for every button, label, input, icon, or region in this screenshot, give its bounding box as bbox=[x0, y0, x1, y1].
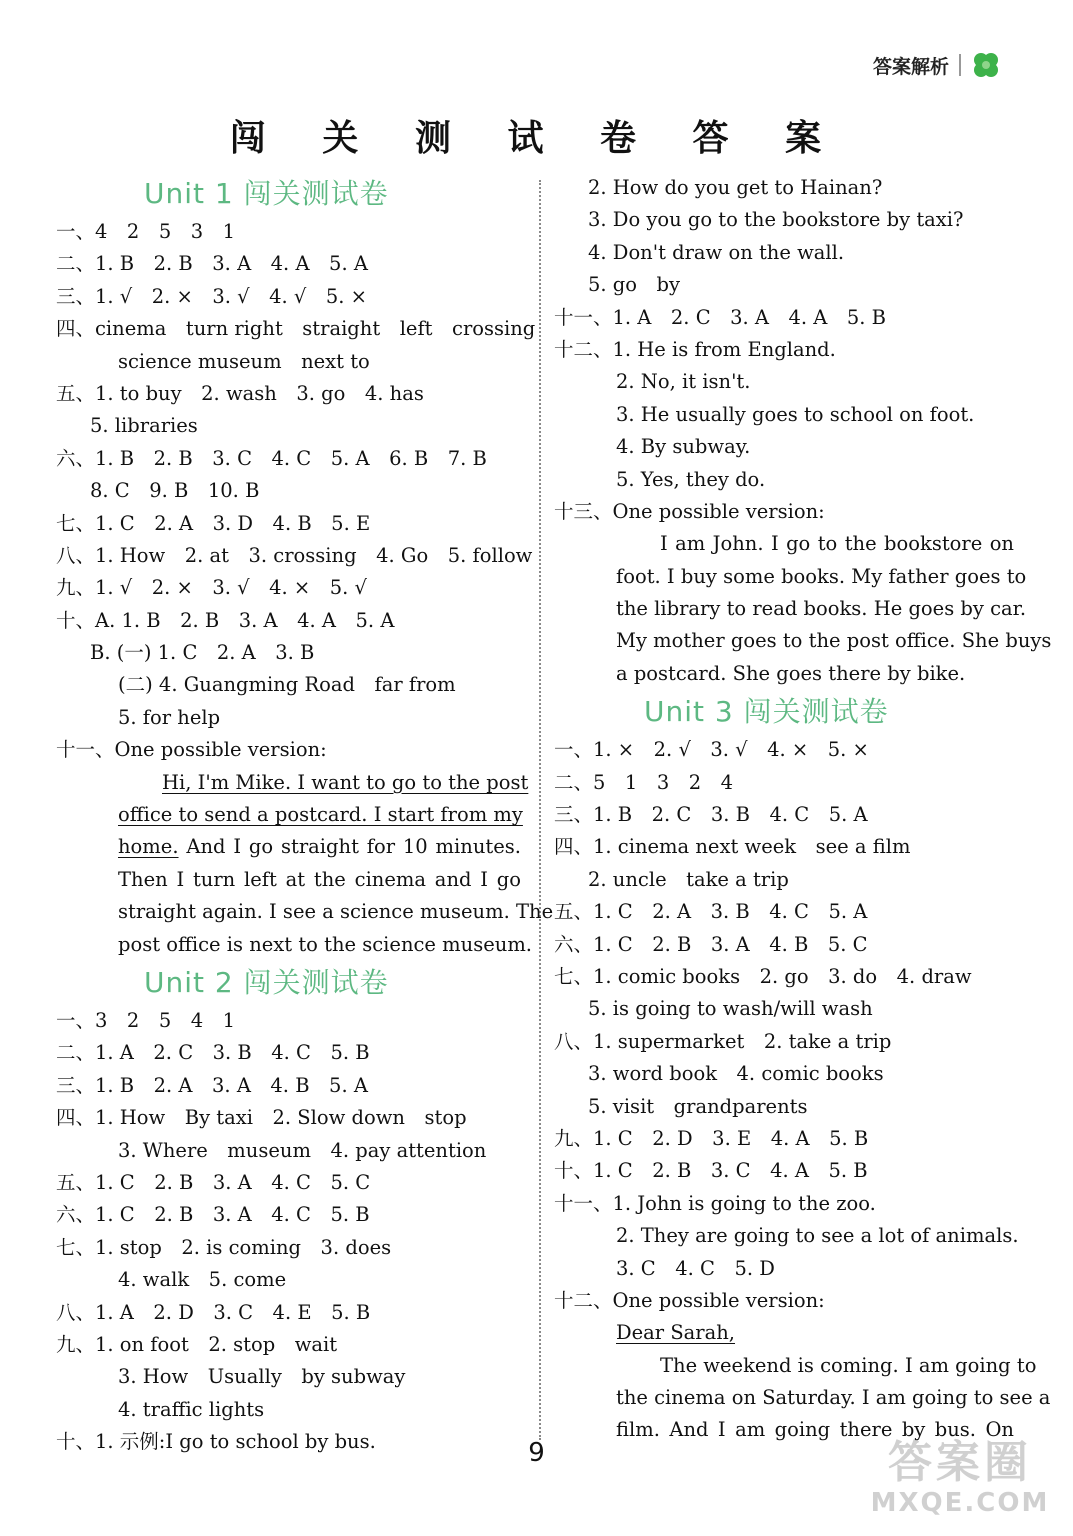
answer-line: 5. go by bbox=[588, 273, 681, 297]
essay-line: the cinema on Saturday. I am going to see a bbox=[616, 1386, 1051, 1410]
answer-line: 3. How Usually by subway bbox=[118, 1365, 406, 1389]
essay-salutation bbox=[554, 1317, 1014, 1349]
watermark bbox=[865, 1428, 1055, 1528]
answer-line: 3. He usually goes to school on foot. bbox=[616, 402, 975, 426]
answer-line: 5. Yes, they do. bbox=[616, 467, 766, 491]
answer-line: 九、1. √ 2. × 3. √ 4. × 5. √ bbox=[56, 576, 367, 600]
answer-line: 十、1. C 2. B 3. C 4. A 5. B bbox=[554, 1159, 868, 1183]
column-divider bbox=[539, 180, 541, 1440]
answer-line: 十一、1. A 2. C 3. A 4. A 5. B bbox=[554, 305, 887, 329]
answer-line: 3. Do you go to the bookstore by taxi? bbox=[588, 208, 964, 232]
answer-line: 五、1. C 2. B 3. A 4. C 5. C bbox=[56, 1170, 371, 1194]
answer-line: (二) 4. Guangming Road far from bbox=[118, 673, 456, 697]
essay-line: the library to read books. He goes by car. bbox=[616, 597, 1027, 621]
essay-line bbox=[554, 528, 1014, 560]
right-column bbox=[554, 172, 1052, 1447]
watermark-top: 答案圈 bbox=[888, 1437, 1032, 1488]
left-column bbox=[56, 172, 554, 1458]
underlined-text: office to send a postcard. I start from my bbox=[118, 803, 523, 827]
essay-line: My mother goes to the post office. She buys bbox=[616, 629, 1052, 653]
essay-text: The weekend is coming. I am going to bbox=[660, 1353, 1037, 1377]
answer-line: 5. visit grandparents bbox=[588, 1094, 808, 1118]
essay-line: a postcard. She goes there by bike. bbox=[616, 661, 966, 685]
answer-line: 4. Don't draw on the wall. bbox=[588, 240, 845, 264]
underlined-text: Dear Sarah, bbox=[616, 1321, 736, 1345]
page-title: 闯 关 测 试 卷 答 案 bbox=[229, 117, 844, 159]
essay-line bbox=[56, 767, 529, 799]
answer-line: 五、1. C 2. A 3. B 4. C 5. A bbox=[554, 900, 868, 924]
watermark-bottom: MXQE.COM bbox=[870, 1488, 1050, 1518]
answer-line: 六、1. C 2. B 3. A 4. B 5. C bbox=[554, 932, 868, 956]
unit3-heading: Unit 3 闯关测试卷 bbox=[644, 695, 889, 729]
answer-line: 八、1. How 2. at 3. crossing 4. Go 5. follow bbox=[56, 543, 533, 567]
answer-line: 二、5 1 3 2 4 bbox=[554, 770, 734, 794]
answer-line: 十一、1. John is going to the zoo. bbox=[554, 1191, 876, 1215]
answer-line: 2. No, it isn't. bbox=[616, 370, 751, 394]
answer-line: 4. By subway. bbox=[616, 435, 751, 459]
answer-line: science museum next to bbox=[118, 349, 370, 373]
answer-line: 十二、One possible version: bbox=[554, 1288, 825, 1312]
unit2-heading: Unit 2 闯关测试卷 bbox=[144, 965, 389, 999]
essay-line bbox=[56, 799, 521, 831]
answer-line: 七、1. stop 2. is coming 3. does bbox=[56, 1235, 392, 1259]
answer-line: B. (一) 1. C 2. A 3. B bbox=[90, 641, 315, 665]
answer-line: 5. for help bbox=[118, 705, 221, 729]
answer-line: 3. C 4. C 5. D bbox=[616, 1256, 775, 1280]
header-divider bbox=[959, 54, 961, 76]
answer-line: 二、1. A 2. C 3. B 4. C 5. B bbox=[56, 1041, 370, 1065]
answer-line: 5. is going to wash/will wash bbox=[588, 997, 873, 1021]
answer-line: 六、1. B 2. B 3. C 4. C 5. A 6. B 7. B bbox=[56, 446, 487, 470]
answer-line: 二、1. B 2. B 3. A 4. A 5. A bbox=[56, 252, 368, 276]
answer-line: 十、A. 1. B 2. B 3. A 4. A 5. A bbox=[56, 608, 395, 632]
answer-line: 八、1. supermarket 2. take a trip bbox=[554, 1029, 892, 1053]
page-number: 9 bbox=[528, 1438, 545, 1468]
answer-line: 五、1. to buy 2. wash 3. go 4. has bbox=[56, 381, 424, 405]
answer-line: 十三、One possible version: bbox=[554, 499, 825, 523]
essay-text: And I go straight for 10 minutes. bbox=[178, 835, 521, 859]
answer-line: 2. How do you get to Hainan? bbox=[588, 176, 883, 199]
essay-text: I am John. I go to the bookstore on bbox=[660, 532, 1014, 556]
answer-line: 九、1. C 2. D 3. E 4. A 5. B bbox=[554, 1126, 869, 1150]
answer-line: 4. walk 5. come bbox=[118, 1268, 287, 1292]
answer-line: 三、1. B 2. C 3. B 4. C 5. A bbox=[554, 803, 868, 827]
answer-line: 3. Where museum 4. pay attention bbox=[118, 1138, 487, 1162]
answer-line: 四、cinema turn right straight left crossing bbox=[56, 317, 536, 341]
answer-line: 四、1. cinema next week see a film bbox=[554, 835, 911, 859]
answer-line: 一、4 2 5 3 1 bbox=[56, 220, 236, 243]
essay-line: post office is next to the science museum. bbox=[118, 932, 533, 956]
answer-line: 2. They are going to see a lot of animals. bbox=[616, 1224, 1019, 1248]
essay-line: Then I turn left at the cinema and I go bbox=[118, 867, 521, 891]
essay-line: foot. I buy some books. My father goes to bbox=[616, 564, 1027, 588]
answer-line: 七、1. comic books 2. go 3. do 4. draw bbox=[554, 964, 972, 988]
answer-line: 2. uncle take a trip bbox=[588, 867, 789, 891]
essay-line: film. And I am going there by bus. On bbox=[616, 1418, 1014, 1442]
answer-line: 8. C 9. B 10. B bbox=[90, 479, 260, 503]
answer-line: 一、1. × 2. √ 3. √ 4. × 5. × bbox=[554, 738, 869, 762]
essay-line bbox=[554, 1350, 1037, 1382]
underlined-text: Hi, I'm Mike. I want to go to the post bbox=[162, 770, 529, 794]
answer-line: 一、3 2 5 4 1 bbox=[56, 1008, 236, 1032]
essay-line bbox=[56, 831, 521, 863]
answer-line: 4. traffic lights bbox=[118, 1397, 265, 1421]
answer-line: 3. word book 4. comic books bbox=[588, 1062, 884, 1086]
answer-line: 5. libraries bbox=[90, 414, 198, 438]
header-label: 答案解析 bbox=[872, 55, 949, 78]
answer-line: 十二、1. He is from England. bbox=[554, 337, 836, 361]
answer-line: 十一、One possible version: bbox=[56, 738, 327, 762]
answer-line: 九、1. on foot 2. stop wait bbox=[56, 1332, 338, 1356]
answer-line: 八、1. A 2. D 3. C 4. E 5. B bbox=[56, 1300, 371, 1324]
answer-line: 四、1. How By taxi 2. Slow down stop bbox=[56, 1106, 467, 1130]
green-clover-icon bbox=[971, 50, 1001, 80]
underlined-text: home. bbox=[118, 835, 179, 859]
essay-line: straight again. I see a science museum. The bbox=[118, 900, 554, 924]
answer-line: 六、1. C 2. B 3. A 4. C 5. B bbox=[56, 1203, 370, 1227]
answer-line: 三、1. B 2. A 3. A 4. B 5. A bbox=[56, 1073, 368, 1097]
header-tag bbox=[873, 50, 1001, 80]
answer-line: 三、1. √ 2. × 3. √ 4. √ 5. × bbox=[56, 284, 367, 308]
answer-line: 十、1. 示例:I go to school by bus. bbox=[56, 1430, 376, 1454]
unit1-heading: Unit 1 闯关测试卷 bbox=[144, 177, 389, 210]
answer-line: 七、1. C 2. A 3. D 4. B 5. E bbox=[56, 511, 371, 535]
